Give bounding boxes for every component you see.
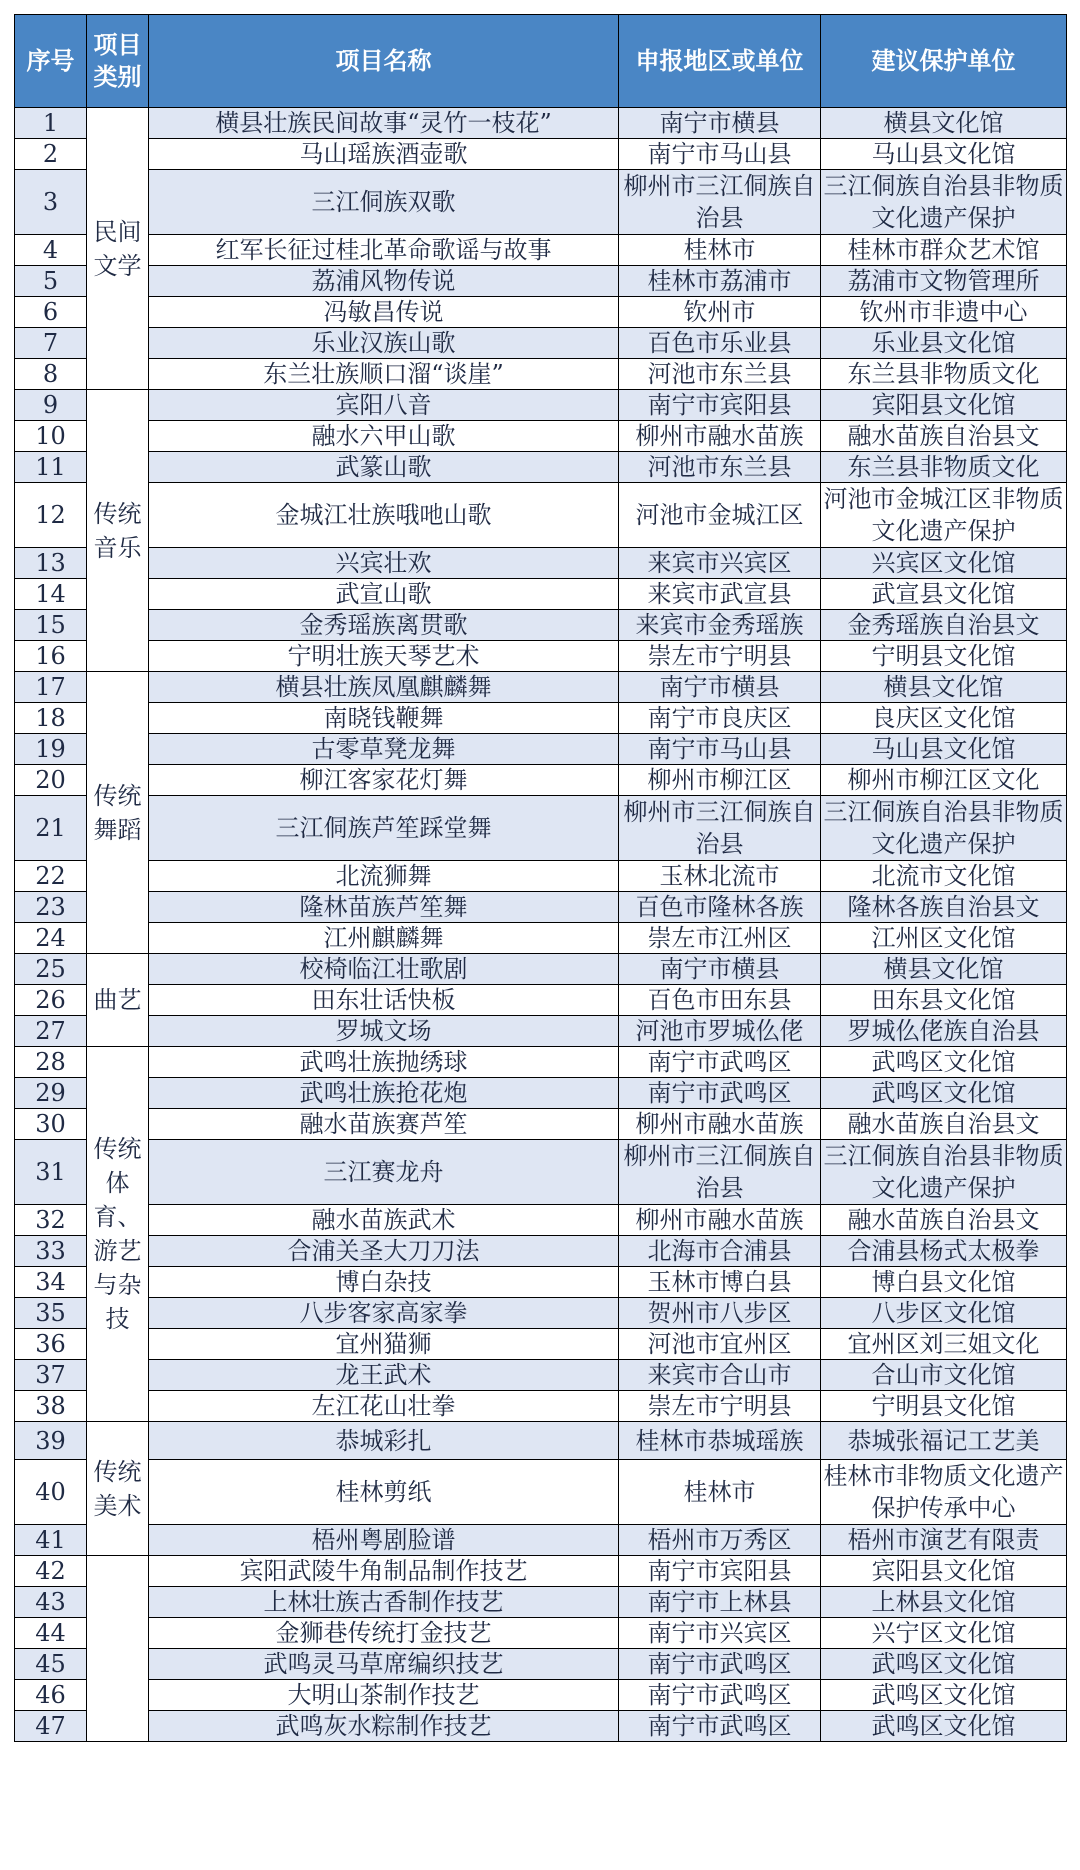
unit-cell: 柳州市柳江区文化 — [821, 765, 1067, 796]
region-cell: 来宾市武宣县 — [619, 579, 821, 610]
region-cell: 百色市隆林各族 — [619, 892, 821, 923]
region-cell: 北海市合浦县 — [619, 1236, 821, 1267]
unit-cell: 隆林各族自治县文 — [821, 892, 1067, 923]
table-row — [15, 1618, 1067, 1649]
project-name-cell: 江州麒麟舞 — [149, 923, 619, 954]
row-index-cell: 24 — [15, 923, 87, 954]
unit-cell: 金秀瑶族自治县文 — [821, 610, 1067, 641]
project-name-cell: 荔浦风物传说 — [149, 266, 619, 297]
table-row — [15, 139, 1067, 170]
unit-cell: 武鸣区文化馆 — [821, 1047, 1067, 1078]
row-index-cell: 1 — [15, 108, 87, 139]
unit-cell: 三江侗族自治县非物质文化遗产保护 — [821, 1140, 1067, 1205]
row-index-cell: 35 — [15, 1298, 87, 1329]
category-cell: 传统舞蹈 — [87, 672, 149, 954]
table-row — [15, 1360, 1067, 1391]
unit-cell: 宾阳县文化馆 — [821, 1556, 1067, 1587]
unit-cell: 融水苗族自治县文 — [821, 1109, 1067, 1140]
unit-cell: 博白县文化馆 — [821, 1267, 1067, 1298]
category-cell: 民间文学 — [87, 108, 149, 390]
table-row — [15, 672, 1067, 703]
table-row — [15, 452, 1067, 483]
unit-cell: 宜州区刘三姐文化 — [821, 1329, 1067, 1360]
project-name-cell: 左江花山壮拳 — [149, 1391, 619, 1422]
region-cell: 桂林市恭城瑶族 — [619, 1422, 821, 1460]
region-cell: 桂林市荔浦市 — [619, 266, 821, 297]
unit-cell: 江州区文化馆 — [821, 923, 1067, 954]
unit-cell: 兴宾区文化馆 — [821, 548, 1067, 579]
header-category: 项目类别 — [87, 15, 149, 108]
table-row — [15, 1711, 1067, 1742]
table-row — [15, 1391, 1067, 1422]
unit-cell: 河池市金城江区非物质文化遗产保护 — [821, 483, 1067, 548]
heritage-table-container — [14, 14, 1066, 1742]
table-row — [15, 1587, 1067, 1618]
table-row — [15, 1047, 1067, 1078]
project-name-cell: 校椅临江壮歌剧 — [149, 954, 619, 985]
table-row — [15, 610, 1067, 641]
table-row — [15, 170, 1067, 235]
row-index-cell: 29 — [15, 1078, 87, 1109]
row-index-cell: 8 — [15, 359, 87, 390]
region-cell: 百色市乐业县 — [619, 328, 821, 359]
row-index-cell: 26 — [15, 985, 87, 1016]
unit-cell: 桂林市群众艺术馆 — [821, 235, 1067, 266]
unit-cell: 田东县文化馆 — [821, 985, 1067, 1016]
project-name-cell: 武鸣灵马草席编织技艺 — [149, 1649, 619, 1680]
table-row — [15, 1016, 1067, 1047]
project-name-cell: 田东壮话快板 — [149, 985, 619, 1016]
region-cell: 柳州市融水苗族 — [619, 421, 821, 452]
row-index-cell: 45 — [15, 1649, 87, 1680]
category-cell: 曲艺 — [87, 954, 149, 1047]
region-cell: 南宁市武鸣区 — [619, 1047, 821, 1078]
row-index-cell: 6 — [15, 297, 87, 328]
region-cell: 南宁市武鸣区 — [619, 1649, 821, 1680]
project-name-cell: 武宣山歌 — [149, 579, 619, 610]
row-index-cell: 13 — [15, 548, 87, 579]
table-row — [15, 266, 1067, 297]
table-row — [15, 1078, 1067, 1109]
project-name-cell: 桂林剪纸 — [149, 1460, 619, 1525]
region-cell: 柳州市融水苗族 — [619, 1109, 821, 1140]
region-cell: 柳州市三江侗族自治县 — [619, 1140, 821, 1205]
row-index-cell: 3 — [15, 170, 87, 235]
unit-cell: 三江侗族自治县非物质文化遗产保护 — [821, 796, 1067, 861]
unit-cell: 八步区文化馆 — [821, 1298, 1067, 1329]
project-name-cell: 冯敏昌传说 — [149, 297, 619, 328]
unit-cell: 恭城张福记工艺美 — [821, 1422, 1067, 1460]
unit-cell: 宁明县文化馆 — [821, 641, 1067, 672]
row-index-cell: 16 — [15, 641, 87, 672]
table-row — [15, 390, 1067, 421]
project-name-cell: 北流狮舞 — [149, 861, 619, 892]
project-name-cell: 马山瑶族酒壶歌 — [149, 139, 619, 170]
unit-cell: 横县文化馆 — [821, 672, 1067, 703]
row-index-cell: 37 — [15, 1360, 87, 1391]
project-name-cell: 金秀瑶族离贯歌 — [149, 610, 619, 641]
row-index-cell: 40 — [15, 1460, 87, 1525]
row-index-cell: 33 — [15, 1236, 87, 1267]
project-name-cell: 融水六甲山歌 — [149, 421, 619, 452]
region-cell: 崇左市宁明县 — [619, 1391, 821, 1422]
unit-cell: 上林县文化馆 — [821, 1587, 1067, 1618]
region-cell: 柳州市三江侗族自治县 — [619, 170, 821, 235]
project-name-cell: 宜州猫狮 — [149, 1329, 619, 1360]
region-cell: 钦州市 — [619, 297, 821, 328]
table-row — [15, 1329, 1067, 1360]
region-cell: 来宾市合山市 — [619, 1360, 821, 1391]
row-index-cell: 39 — [15, 1422, 87, 1460]
table-row — [15, 1236, 1067, 1267]
row-index-cell: 11 — [15, 452, 87, 483]
project-name-cell: 三江赛龙舟 — [149, 1140, 619, 1205]
project-name-cell: 古零草凳龙舞 — [149, 734, 619, 765]
project-name-cell: 罗城文场 — [149, 1016, 619, 1047]
category-cell: 传统美术 — [87, 1422, 149, 1556]
unit-cell: 融水苗族自治县文 — [821, 421, 1067, 452]
unit-cell: 兴宁区文化馆 — [821, 1618, 1067, 1649]
table-row — [15, 297, 1067, 328]
table-row — [15, 985, 1067, 1016]
region-cell: 南宁市良庆区 — [619, 703, 821, 734]
table-row — [15, 641, 1067, 672]
region-cell: 南宁市武鸣区 — [619, 1680, 821, 1711]
row-index-cell: 42 — [15, 1556, 87, 1587]
table-row — [15, 1649, 1067, 1680]
unit-cell: 三江侗族自治县非物质文化遗产保护 — [821, 170, 1067, 235]
region-cell: 南宁市横县 — [619, 672, 821, 703]
region-cell: 玉林市博白县 — [619, 1267, 821, 1298]
project-name-cell: 合浦关圣大刀刀法 — [149, 1236, 619, 1267]
region-cell: 河池市东兰县 — [619, 359, 821, 390]
category-cell: 传统音乐 — [87, 390, 149, 672]
table-row — [15, 734, 1067, 765]
row-index-cell: 17 — [15, 672, 87, 703]
unit-cell: 武鸣区文化馆 — [821, 1711, 1067, 1742]
project-name-cell: 武鸣壮族抢花炮 — [149, 1078, 619, 1109]
row-index-cell: 47 — [15, 1711, 87, 1742]
project-name-cell: 三江侗族芦笙踩堂舞 — [149, 796, 619, 861]
unit-cell: 乐业县文化馆 — [821, 328, 1067, 359]
region-cell: 南宁市宾阳县 — [619, 390, 821, 421]
region-cell: 南宁市上林县 — [619, 1587, 821, 1618]
unit-cell: 东兰县非物质文化 — [821, 452, 1067, 483]
row-index-cell: 27 — [15, 1016, 87, 1047]
region-cell: 南宁市横县 — [619, 954, 821, 985]
unit-cell: 横县文化馆 — [821, 954, 1067, 985]
table-row — [15, 235, 1067, 266]
header-index: 序号 — [15, 15, 87, 108]
row-index-cell: 41 — [15, 1525, 87, 1556]
row-index-cell: 31 — [15, 1140, 87, 1205]
table-row — [15, 328, 1067, 359]
header-region: 申报地区或单位 — [619, 15, 821, 108]
project-name-cell: 宁明壮族天琴艺术 — [149, 641, 619, 672]
table-row — [15, 923, 1067, 954]
project-name-cell: 兴宾壮欢 — [149, 548, 619, 579]
region-cell: 来宾市兴宾区 — [619, 548, 821, 579]
region-cell: 崇左市宁明县 — [619, 641, 821, 672]
region-cell: 玉林北流市 — [619, 861, 821, 892]
region-cell: 桂林市 — [619, 1460, 821, 1525]
unit-cell: 马山县文化馆 — [821, 734, 1067, 765]
row-index-cell: 20 — [15, 765, 87, 796]
table-row — [15, 1460, 1067, 1525]
project-name-cell: 横县壮族民间故事“灵竹一枝花” — [149, 108, 619, 139]
row-index-cell: 44 — [15, 1618, 87, 1649]
table-row — [15, 108, 1067, 139]
row-index-cell: 21 — [15, 796, 87, 861]
region-cell: 河池市东兰县 — [619, 452, 821, 483]
row-index-cell: 12 — [15, 483, 87, 548]
row-index-cell: 38 — [15, 1391, 87, 1422]
project-name-cell: 三江侗族双歌 — [149, 170, 619, 235]
region-cell: 河池市金城江区 — [619, 483, 821, 548]
project-name-cell: 宾阳八音 — [149, 390, 619, 421]
table-row — [15, 1298, 1067, 1329]
table-row — [15, 1422, 1067, 1460]
region-cell: 南宁市宾阳县 — [619, 1556, 821, 1587]
project-name-cell: 南晓钱鞭舞 — [149, 703, 619, 734]
category-cell — [87, 1556, 149, 1742]
row-index-cell: 4 — [15, 235, 87, 266]
project-name-cell: 东兰壮族顺口溜“谈崖” — [149, 359, 619, 390]
project-name-cell: 宾阳武陵牛角制品制作技艺 — [149, 1556, 619, 1587]
unit-cell: 东兰县非物质文化 — [821, 359, 1067, 390]
region-cell: 南宁市武鸣区 — [619, 1711, 821, 1742]
table-row — [15, 1267, 1067, 1298]
row-index-cell: 34 — [15, 1267, 87, 1298]
project-name-cell: 梧州粤剧脸谱 — [149, 1525, 619, 1556]
table-row — [15, 1140, 1067, 1205]
region-cell: 贺州市八步区 — [619, 1298, 821, 1329]
row-index-cell: 5 — [15, 266, 87, 297]
table-row — [15, 1680, 1067, 1711]
project-name-cell: 龙王武术 — [149, 1360, 619, 1391]
row-index-cell: 46 — [15, 1680, 87, 1711]
unit-cell: 武鸣区文化馆 — [821, 1078, 1067, 1109]
region-cell: 河池市罗城仫佬 — [619, 1016, 821, 1047]
unit-cell: 合浦县杨式太极拳 — [821, 1236, 1067, 1267]
region-cell: 南宁市武鸣区 — [619, 1078, 821, 1109]
row-index-cell: 19 — [15, 734, 87, 765]
table-row — [15, 892, 1067, 923]
unit-cell: 钦州市非遗中心 — [821, 297, 1067, 328]
project-name-cell: 金狮巷传统打金技艺 — [149, 1618, 619, 1649]
project-name-cell: 金城江壮族哦吔山歌 — [149, 483, 619, 548]
project-name-cell: 八步客家高家拳 — [149, 1298, 619, 1329]
heritage-list-table — [14, 14, 1067, 1742]
unit-cell: 马山县文化馆 — [821, 139, 1067, 170]
table-row — [15, 954, 1067, 985]
unit-cell: 合山市文化馆 — [821, 1360, 1067, 1391]
table-row — [15, 421, 1067, 452]
table-row — [15, 1556, 1067, 1587]
row-index-cell: 43 — [15, 1587, 87, 1618]
row-index-cell: 18 — [15, 703, 87, 734]
project-name-cell: 柳江客家花灯舞 — [149, 765, 619, 796]
table-row — [15, 359, 1067, 390]
unit-cell: 良庆区文化馆 — [821, 703, 1067, 734]
table-row — [15, 765, 1067, 796]
unit-cell: 融水苗族自治县文 — [821, 1205, 1067, 1236]
project-name-cell: 融水苗族武术 — [149, 1205, 619, 1236]
project-name-cell: 乐业汉族山歌 — [149, 328, 619, 359]
row-index-cell: 7 — [15, 328, 87, 359]
row-index-cell: 22 — [15, 861, 87, 892]
project-name-cell: 博白杂技 — [149, 1267, 619, 1298]
unit-cell: 武宣县文化馆 — [821, 579, 1067, 610]
row-index-cell: 30 — [15, 1109, 87, 1140]
row-index-cell: 25 — [15, 954, 87, 985]
region-cell: 南宁市横县 — [619, 108, 821, 139]
unit-cell: 宁明县文化馆 — [821, 1391, 1067, 1422]
region-cell: 南宁市兴宾区 — [619, 1618, 821, 1649]
table-header-row — [15, 15, 1067, 108]
table-row — [15, 703, 1067, 734]
table-row — [15, 483, 1067, 548]
row-index-cell: 10 — [15, 421, 87, 452]
row-index-cell: 15 — [15, 610, 87, 641]
header-name: 项目名称 — [149, 15, 619, 108]
unit-cell: 宾阳县文化馆 — [821, 390, 1067, 421]
row-index-cell: 23 — [15, 892, 87, 923]
unit-cell: 武鸣区文化馆 — [821, 1649, 1067, 1680]
project-name-cell: 融水苗族赛芦笙 — [149, 1109, 619, 1140]
region-cell: 崇左市江州区 — [619, 923, 821, 954]
row-index-cell: 28 — [15, 1047, 87, 1078]
project-name-cell: 大明山茶制作技艺 — [149, 1680, 619, 1711]
table-row — [15, 1205, 1067, 1236]
table-row — [15, 548, 1067, 579]
row-index-cell: 14 — [15, 579, 87, 610]
project-name-cell: 武鸣灰水粽制作技艺 — [149, 1711, 619, 1742]
region-cell: 柳州市三江侗族自治县 — [619, 796, 821, 861]
unit-cell: 桂林市非物质文化遗产保护传承中心 — [821, 1460, 1067, 1525]
row-index-cell: 32 — [15, 1205, 87, 1236]
region-cell: 百色市田东县 — [619, 985, 821, 1016]
region-cell: 来宾市金秀瑶族 — [619, 610, 821, 641]
project-name-cell: 隆林苗族芦笙舞 — [149, 892, 619, 923]
project-name-cell: 红军长征过桂北革命歌谣与故事 — [149, 235, 619, 266]
project-name-cell: 上林壮族古香制作技艺 — [149, 1587, 619, 1618]
row-index-cell: 9 — [15, 390, 87, 421]
unit-cell: 武鸣区文化馆 — [821, 1680, 1067, 1711]
table-row — [15, 1525, 1067, 1556]
row-index-cell: 2 — [15, 139, 87, 170]
row-index-cell: 36 — [15, 1329, 87, 1360]
table-row — [15, 796, 1067, 861]
region-cell: 桂林市 — [619, 235, 821, 266]
region-cell: 柳州市融水苗族 — [619, 1205, 821, 1236]
header-unit: 建议保护单位 — [821, 15, 1067, 108]
project-name-cell: 恭城彩扎 — [149, 1422, 619, 1460]
table-row — [15, 1109, 1067, 1140]
unit-cell: 梧州市演艺有限责 — [821, 1525, 1067, 1556]
project-name-cell: 武鸣壮族抛绣球 — [149, 1047, 619, 1078]
category-cell: 传统体育、游艺与杂技 — [87, 1047, 149, 1422]
region-cell: 南宁市马山县 — [619, 139, 821, 170]
project-name-cell: 横县壮族凤凰麒麟舞 — [149, 672, 619, 703]
unit-cell: 罗城仫佬族自治县 — [821, 1016, 1067, 1047]
region-cell: 梧州市万秀区 — [619, 1525, 821, 1556]
table-row — [15, 579, 1067, 610]
unit-cell: 北流市文化馆 — [821, 861, 1067, 892]
region-cell: 柳州市柳江区 — [619, 765, 821, 796]
table-row — [15, 861, 1067, 892]
region-cell: 南宁市马山县 — [619, 734, 821, 765]
region-cell: 河池市宜州区 — [619, 1329, 821, 1360]
unit-cell: 荔浦市文物管理所 — [821, 266, 1067, 297]
project-name-cell: 武篆山歌 — [149, 452, 619, 483]
unit-cell: 横县文化馆 — [821, 108, 1067, 139]
